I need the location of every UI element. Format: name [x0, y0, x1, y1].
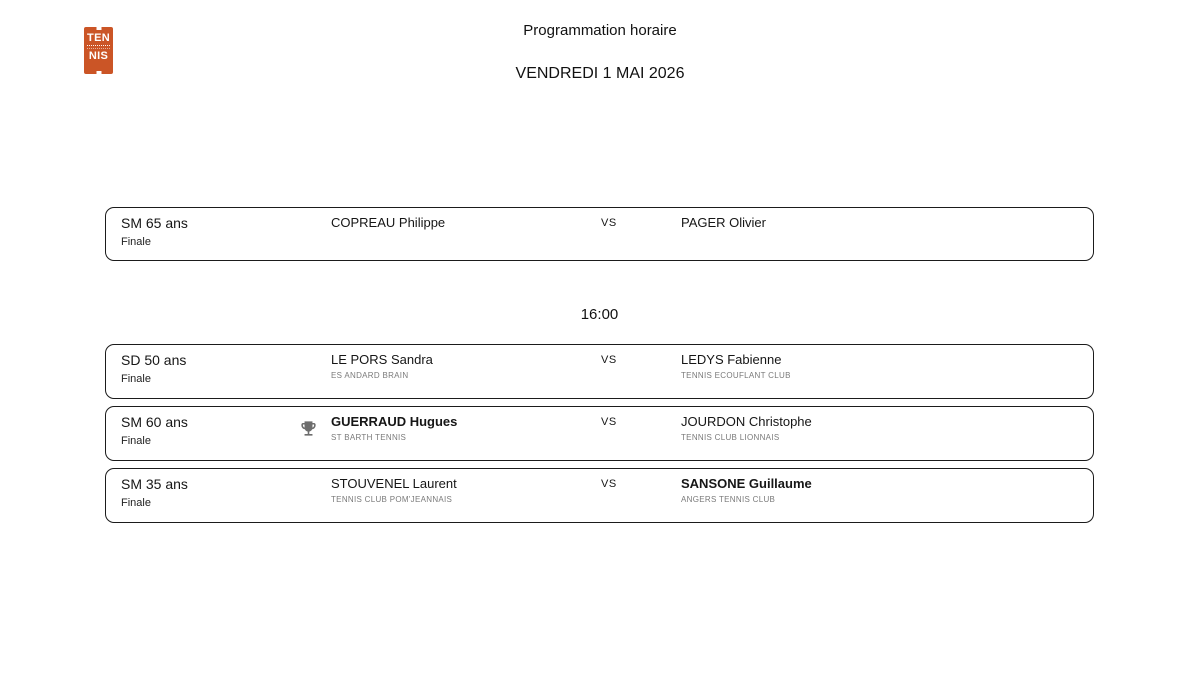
match-category: SM 60 ans — [121, 414, 188, 430]
match-info — [121, 352, 186, 385]
player2-name: SANSONE Guillaume — [681, 476, 812, 491]
schedule-content — [105, 0, 1094, 689]
player1-name: COPREAU Philippe — [331, 215, 446, 230]
match-info — [121, 414, 188, 447]
player2-club: TENNIS CLUB LIONNAIS — [681, 433, 780, 442]
match-category: SM 35 ans — [121, 476, 188, 492]
player1-club: TENNIS CLUB POM'JEANNAIS — [331, 495, 453, 504]
player1-club: ES ANDARD BRAIN — [331, 371, 409, 380]
player2-name: PAGER Olivier — [681, 215, 766, 230]
vs-label: VS — [601, 354, 617, 366]
match-category: SM 65 ans — [121, 215, 188, 231]
player2 — [681, 414, 812, 442]
player2 — [681, 476, 812, 504]
player1-name: LE PORS Sandra — [331, 352, 433, 367]
player2-club: ANGERS TENNIS CLUB — [681, 495, 776, 504]
vs-label: VS — [601, 478, 617, 490]
match-card — [105, 207, 1094, 261]
logo-text-top: TEN — [87, 32, 110, 44]
player1 — [331, 476, 457, 504]
match-card — [105, 406, 1094, 461]
match-round: Finale — [121, 497, 151, 509]
player2-name: JOURDON Christophe — [681, 414, 812, 429]
player1 — [331, 352, 433, 380]
player2-name: LEDYS Fabienne — [681, 352, 782, 367]
player1-name: STOUVENEL Laurent — [331, 476, 457, 491]
player1-name: GUERRAUD Hugues — [331, 414, 458, 429]
match-round: Finale — [121, 373, 151, 385]
player2-club: TENNIS ECOUFLANT CLUB — [681, 371, 791, 380]
player2 — [681, 215, 766, 234]
player1-club: ST BARTH TENNIS — [331, 433, 407, 442]
page-date: VENDREDI 1 MAI 2026 — [515, 65, 685, 82]
match-round: Finale — [121, 435, 151, 447]
logo-text-bottom: NIS — [88, 50, 109, 62]
match-card — [105, 344, 1094, 399]
match-info — [121, 215, 188, 248]
time-slot-header: 16:00 — [580, 306, 619, 323]
player1 — [331, 215, 445, 234]
vs-label: VS — [601, 416, 617, 428]
match-round: Finale — [121, 236, 151, 248]
page-title: Programmation horaire — [523, 22, 677, 39]
match-category: SD 50 ans — [121, 352, 187, 368]
vs-label: VS — [601, 217, 617, 229]
player1 — [331, 414, 457, 442]
match-card — [105, 468, 1094, 523]
trophy-icon — [299, 419, 318, 438]
player2 — [681, 352, 791, 380]
match-info — [121, 476, 188, 509]
